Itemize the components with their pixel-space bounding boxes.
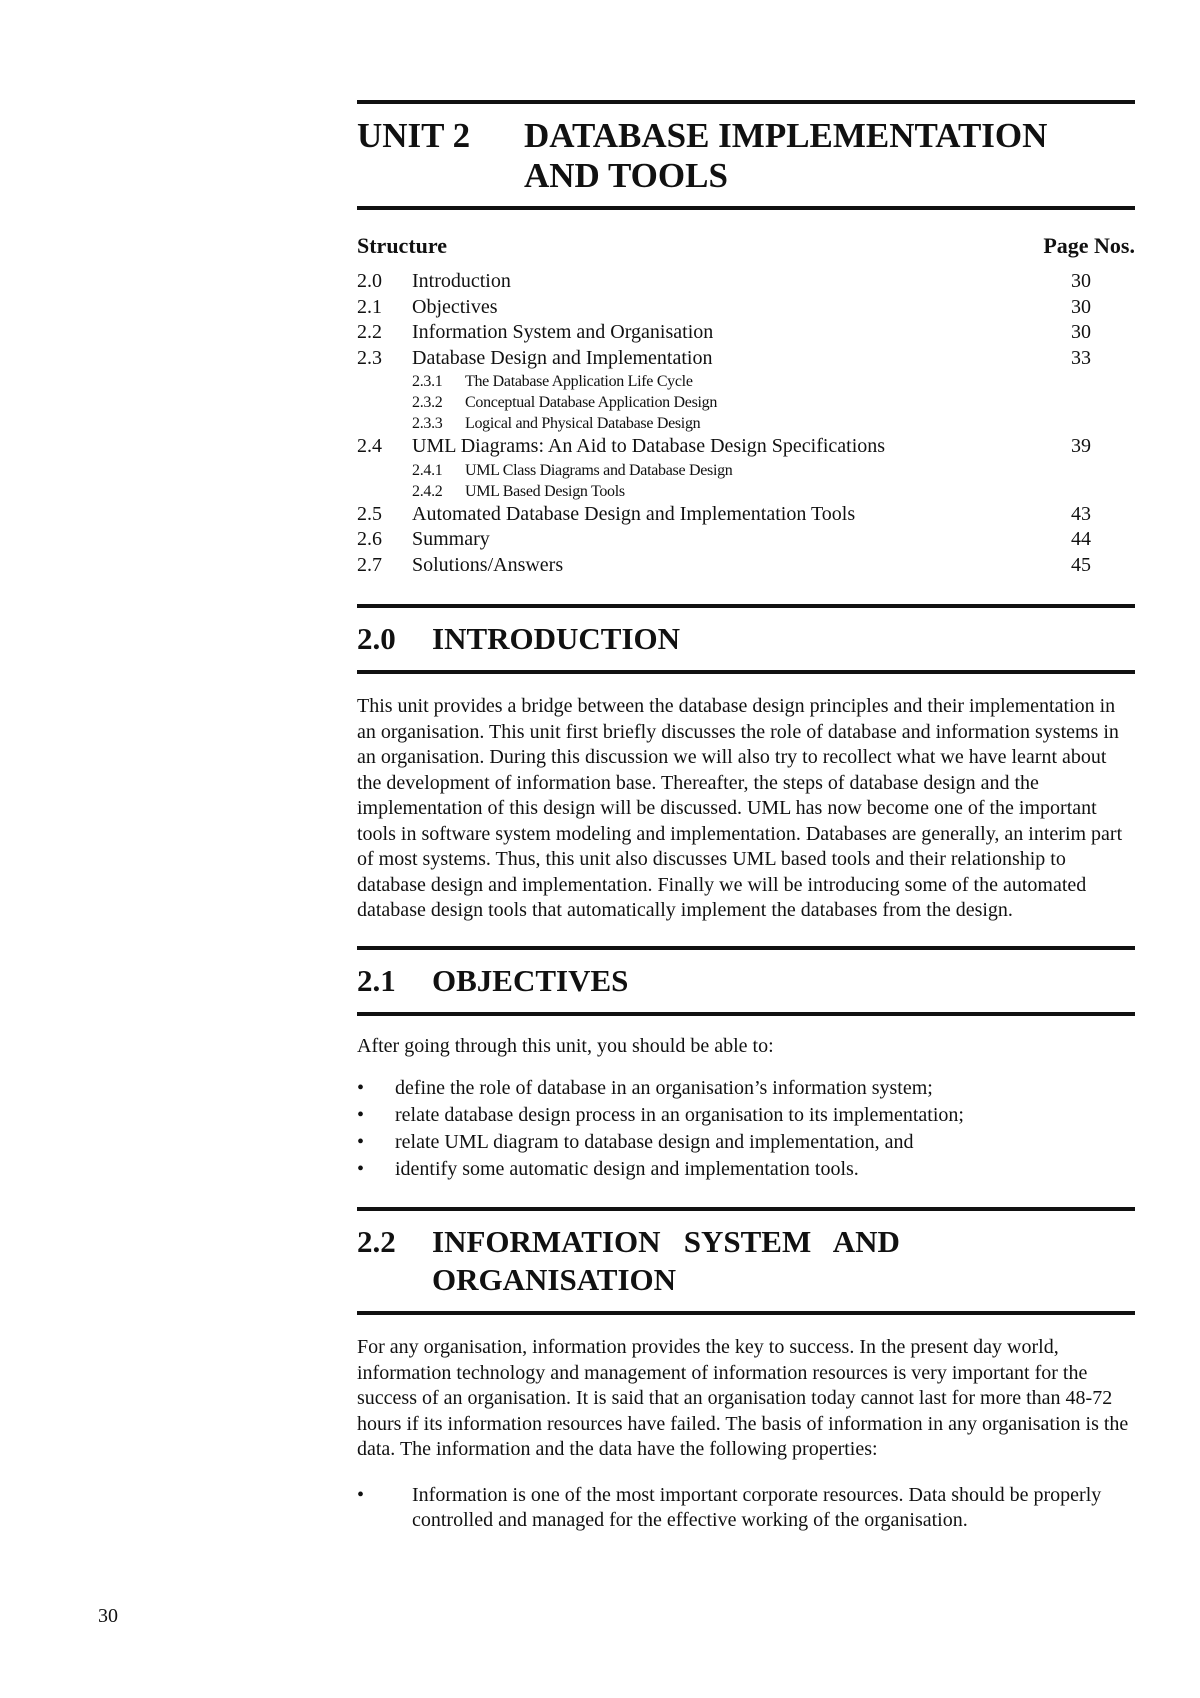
toc-page: 44: [1071, 528, 1091, 550]
toc-num: 2.5: [357, 502, 382, 525]
toc-subrow: [357, 371, 1135, 392]
list-item: [357, 1483, 1135, 1534]
section-title: [432, 1223, 1135, 1299]
objectives-lead: After going through this unit, you should be able to:: [357, 1034, 774, 1057]
toc-num: 2.1: [357, 295, 382, 318]
bullet-icon: •: [357, 1131, 365, 1153]
page-number: 30: [98, 1605, 118, 1627]
table-of-contents: [357, 269, 1135, 578]
toc-page: 30: [1071, 321, 1091, 343]
unit-heading: [357, 104, 1135, 206]
toc-row: [357, 553, 1135, 579]
list-item: [357, 1102, 1135, 1129]
toc-title: Conceptual Database Application Design: [465, 394, 718, 411]
toc-title: Information System and Organisation: [412, 321, 714, 343]
toc-page: 39: [1071, 435, 1091, 457]
page-nos-heading: Page Nos.: [1043, 233, 1135, 258]
objectives-list: [357, 1075, 1135, 1183]
list-item-text: relate database design process in an organisation to its implementation;: [395, 1104, 964, 1126]
toc-num: 2.3: [357, 346, 382, 369]
section-rule: [357, 1012, 1135, 1016]
list-item: [357, 1156, 1135, 1183]
section-number: 2.2: [357, 1224, 396, 1259]
section-heading-objectives: [357, 950, 1135, 1012]
toc-title: Database Design and Implementation: [412, 346, 713, 369]
section-title-line1: INFORMATION SYSTEM AND: [432, 1224, 900, 1259]
toc-page: 30: [1071, 295, 1091, 318]
toc-page: 45: [1071, 553, 1091, 576]
list-item-text: Information is one of the most important corporate resources. Data should be properly controlled and managed for the effective working of the organisation.: [412, 1483, 1102, 1531]
toc-num: 2.7: [357, 553, 382, 576]
toc-num: 2.2: [357, 321, 382, 343]
unit-title-line2: AND TOOLS: [524, 156, 728, 195]
toc-subrow: [357, 413, 1135, 434]
toc-num: 2.4: [357, 435, 382, 457]
unit-title-line1: DATABASE IMPLEMENTATION: [524, 116, 1048, 155]
toc-row: [357, 502, 1135, 528]
toc-num: 2.0: [357, 270, 382, 292]
toc-title: Solutions/Answers: [412, 553, 564, 576]
bullet-icon: •: [357, 1104, 365, 1126]
section-heading-introduction: [357, 608, 1135, 670]
toc-title: Summary: [412, 528, 490, 550]
toc-row: [357, 269, 1135, 295]
toc-num: 2.6: [357, 528, 382, 550]
toc-subrow: [357, 460, 1135, 481]
list-item-text: identify some automatic design and implementation tools.: [395, 1158, 859, 1180]
section-number: 2.0: [357, 621, 396, 656]
section-heading-information-system: [357, 1211, 1135, 1311]
toc-row: [357, 346, 1135, 372]
toc-title: Objectives: [412, 295, 498, 318]
toc-num: 2.3.2: [412, 394, 443, 411]
unit-bottom-rule: [357, 206, 1135, 210]
list-item: [357, 1129, 1135, 1156]
toc-num: 2.4.1: [412, 461, 443, 479]
toc-title: UML Diagrams: An Aid to Database Design Specifications: [412, 435, 886, 457]
section-number: 2.1: [357, 962, 396, 998]
toc-subrow: [357, 481, 1135, 502]
toc-title: UML Class Diagrams and Database Design: [465, 461, 733, 479]
toc-num: 2.4.2: [412, 482, 443, 500]
toc-title: UML Based Design Tools: [465, 482, 625, 500]
toc-title: Logical and Physical Database Design: [465, 415, 701, 432]
toc-title: The Database Application Life Cycle: [465, 373, 693, 390]
toc-num: 2.3.3: [412, 415, 443, 432]
bullet-icon: •: [357, 1077, 365, 1099]
unit-label: UNIT 2: [357, 116, 471, 155]
structure-header: [357, 232, 1135, 260]
toc-page: 30: [1071, 270, 1091, 292]
toc-num: 2.3.1: [412, 373, 443, 390]
structure-heading: Structure: [357, 233, 448, 258]
toc-row: [357, 527, 1135, 553]
unit-title: [524, 116, 1084, 196]
list-item-text: define the role of database in an organisation’s information system;: [395, 1077, 933, 1099]
toc-title: Introduction: [412, 270, 511, 292]
toc-row: [357, 320, 1135, 346]
list-item: [357, 1075, 1135, 1102]
information-paragraph: For any organisation, information provides the key to success. In the present day world, information technology and management of information resources is very important for the success of an organisation. It is said that an organisation today cannot last for more than 48-72 hours if its information resources have failed. The basis of information in any organisation is the data. The information and the data have the following properties:: [357, 1336, 1129, 1460]
document-page: [357, 100, 1135, 1534]
introduction-paragraph: This unit provides a bridge between the database design principles and their implementation in an organisation. This unit first briefly discusses the role of database and information systems in an organisation. During this discussion we will also try to recollect what we have learnt about the development of information base. Thereafter, the steps of database design and the implementation of this design will be discussed. UML has now become one of the important tools in software system modeling and implementation. Databases are generally, an interim part of most systems. Thus, this unit also discusses UML based tools and their relationship to database design and implementation. Finally we will be introducing some of the automated database design tools that automatically implement the databases from the design.: [357, 695, 1123, 921]
bullet-icon: •: [357, 1483, 365, 1506]
section-title: OBJECTIVES: [432, 962, 629, 998]
toc-row: [357, 295, 1135, 321]
section-rule: [357, 670, 1135, 674]
bullet-icon: •: [357, 1158, 365, 1180]
toc-page: 43: [1071, 502, 1091, 525]
list-item-text: relate UML diagram to database design and implementation, and: [395, 1131, 914, 1153]
section-title: INTRODUCTION: [432, 621, 681, 656]
section-title-line2: ORGANISATION: [432, 1262, 677, 1297]
toc-page: 33: [1071, 346, 1091, 369]
toc-title: Automated Database Design and Implementation Tools: [412, 502, 856, 525]
toc-subrow: [357, 392, 1135, 413]
section-rule: [357, 1311, 1135, 1315]
toc-row: [357, 434, 1135, 460]
